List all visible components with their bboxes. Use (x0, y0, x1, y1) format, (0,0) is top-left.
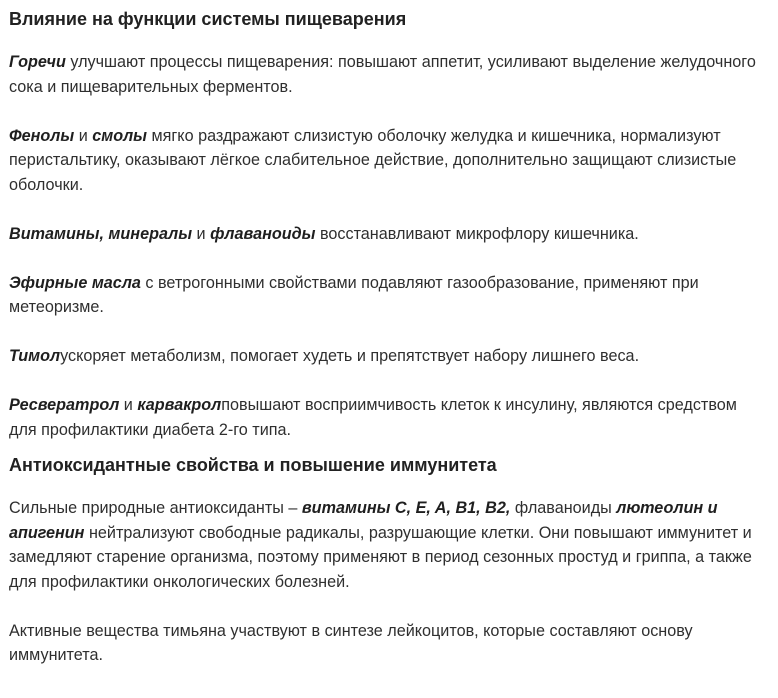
paragraph-text: нейтрализуют свободные радикалы, разрушающие клетки. Они повышают иммунитет и замедляют старение организма, поэтому применяют в период сезонных простуд и гриппа, а также для профилактики онкологических болезней. (9, 523, 752, 591)
section-heading-digestion: Влияние на функции системы пищеварения (9, 9, 407, 29)
term-resins: смолы (92, 126, 148, 145)
paragraph-antioxidants (9, 496, 769, 594)
term-phenols: Фенолы (9, 126, 75, 145)
paragraph-text: и (192, 224, 211, 243)
paragraph-text: и (119, 396, 138, 414)
paragraph-text: Сильные природные антиоксиданты – (9, 499, 302, 517)
paragraph-thymol (9, 344, 769, 369)
term-carvacrol: карвакрол (137, 396, 222, 414)
term-essential-oils: Эфирные масла (9, 273, 141, 292)
paragraph-essential-oils (9, 271, 769, 320)
term-vitamins-list: витамины C, E, A, B1, B2, (301, 499, 511, 517)
paragraph-text: мягко раздражают слизистую оболочку желудка и кишечника, нормализуют перистальтику, оказывают лёгкое слабительное действие, дополнительно защищают слизистые оболочки. (9, 126, 737, 194)
paragraph-text: улучшают процессы пищеварения: повышают аппетит, усиливают выделение желудочного сока и пищеварительных ферментов. (9, 53, 756, 96)
paragraph-text: ускоряет метаболизм, помогает худеть и препятствует набору лишнего веса. (60, 347, 640, 365)
paragraph-text: и (74, 126, 93, 145)
paragraph-text: повышают восприимчивость клеток к инсулину, являются средством для профилактики диабета 2-го типа. (9, 396, 737, 439)
term-vitamins-minerals: Витамины, минералы (9, 224, 193, 243)
term-bitters: Горечи (9, 53, 66, 71)
paragraph-text: с ветрогонными свойствами подавляют газообразование, применяют при метеоризме. (9, 273, 699, 316)
paragraph-leukocytes (9, 619, 769, 668)
paragraph-text: восстанавливают микрофлору кишечника. (315, 224, 639, 243)
term-luteolin-apigenin: лютеолин и апигенин (9, 499, 718, 542)
paragraph-resveratrol (9, 393, 769, 442)
paragraph-text: Активные вещества тимьяна участвуют в синтезе лейкоцитов, которые составляют основу иммунитета. (9, 621, 693, 664)
paragraph-vitamins (9, 222, 769, 247)
paragraph-text: флаваноиды (510, 499, 617, 517)
paragraph-bitters (9, 50, 769, 99)
term-resveratrol: Ресвератрол (9, 396, 120, 414)
term-thymol: Тимол (9, 347, 61, 365)
paragraph-phenols (9, 124, 769, 198)
term-flavanoids: флаваноиды (210, 224, 316, 243)
section-heading-antioxidant: Антиоксидантные свойства и повышение иммунитета (9, 455, 497, 475)
